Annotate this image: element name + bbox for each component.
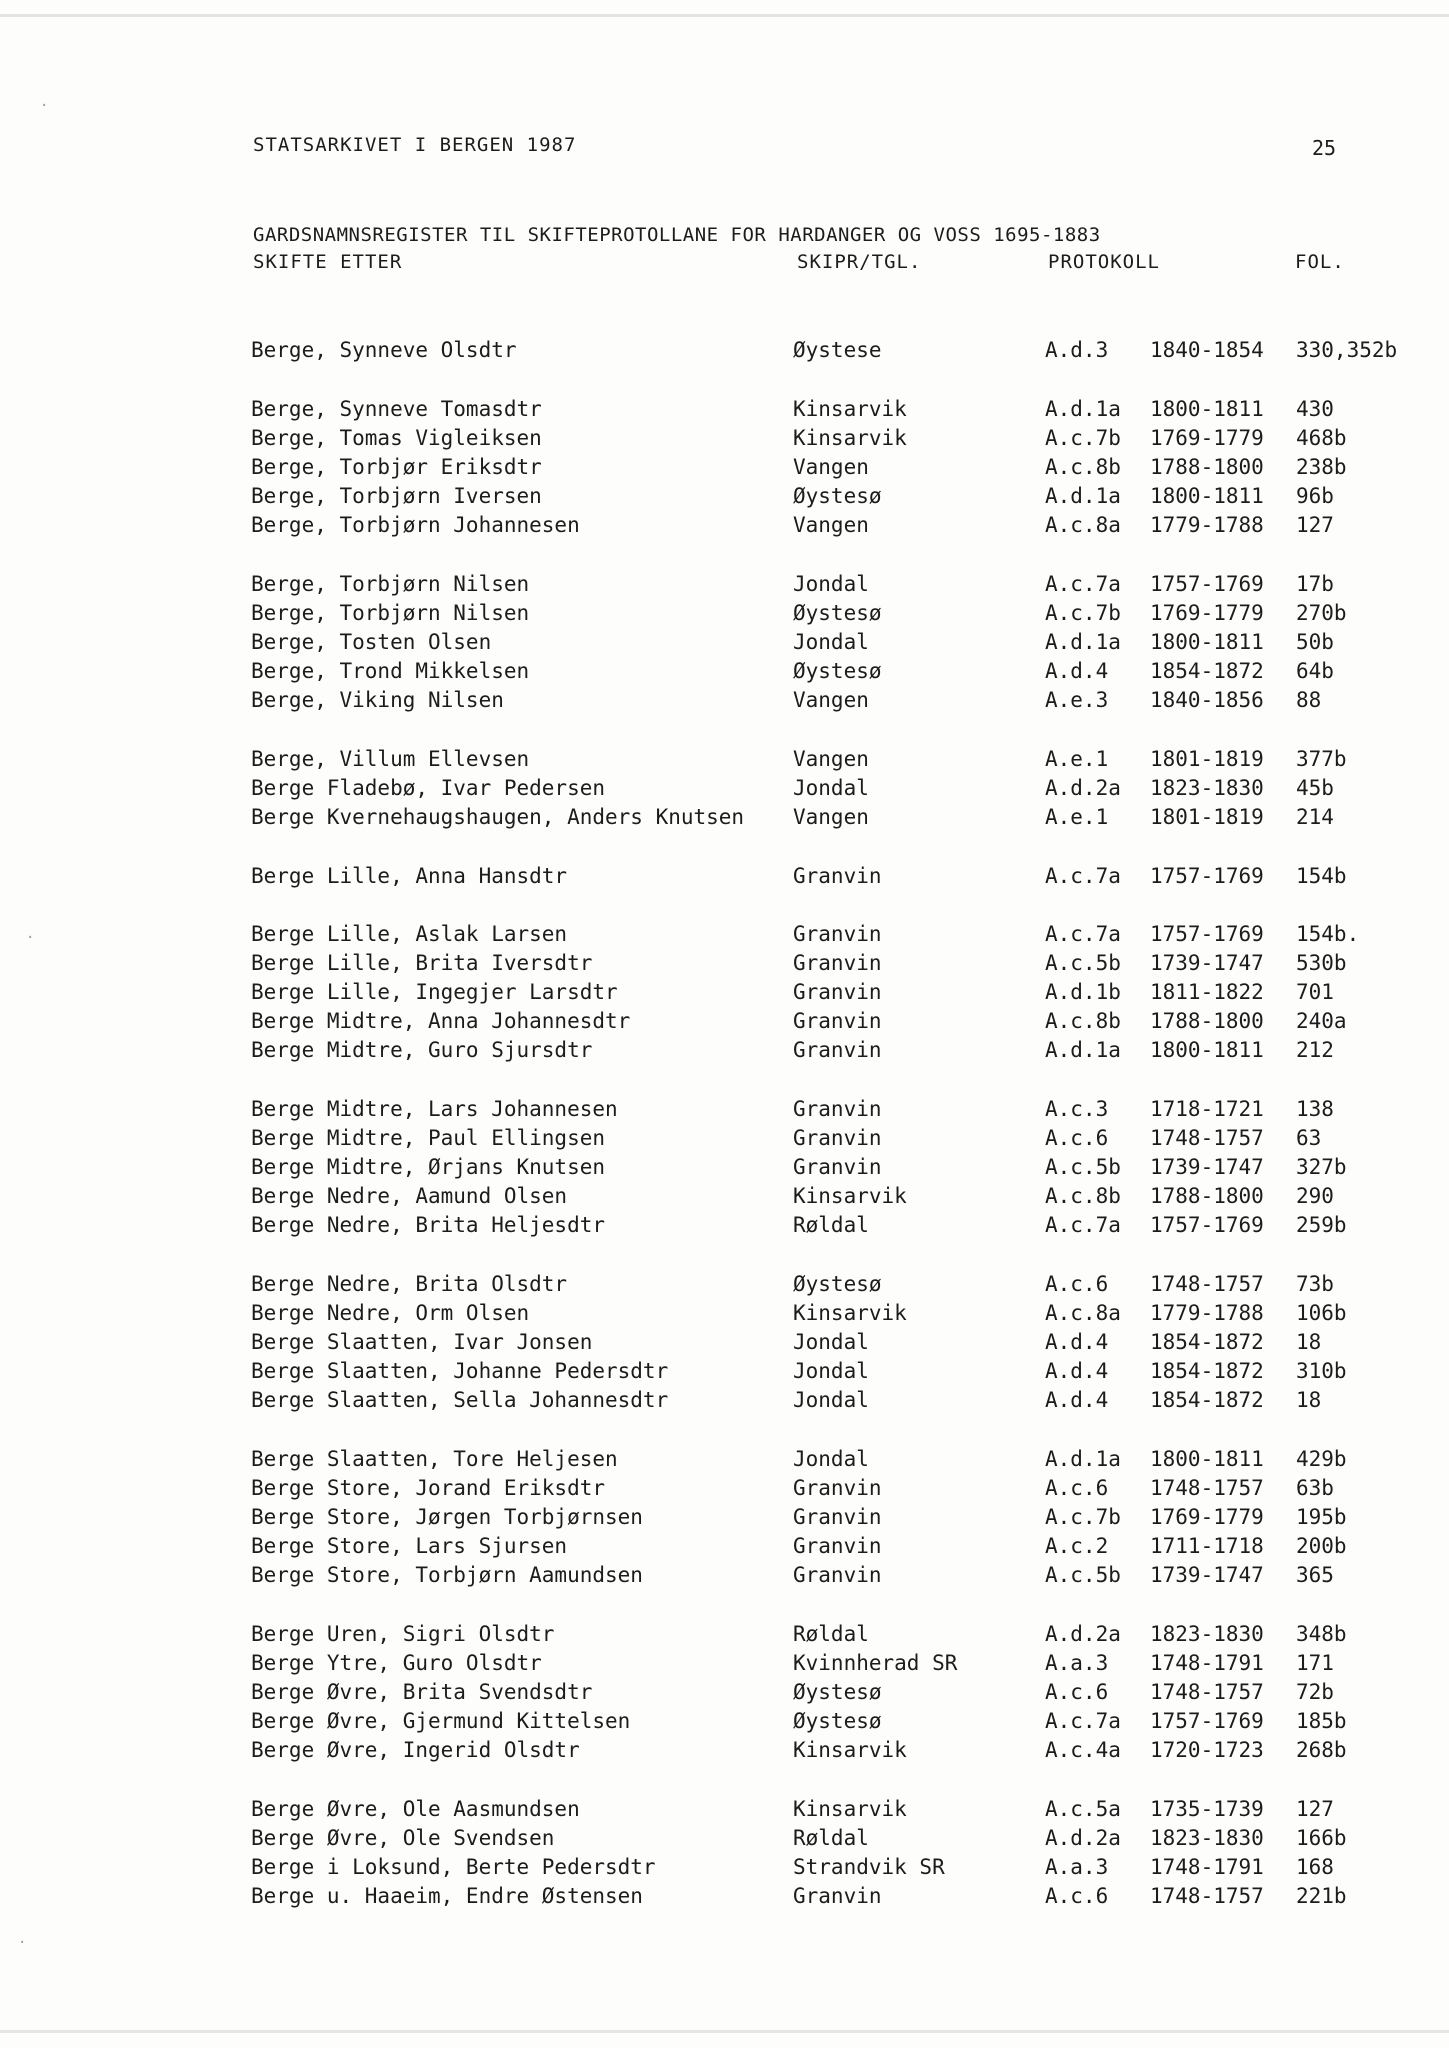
entry-years: 1748-1757 [1150, 1272, 1264, 1296]
entry-name: Berge Lille, Ingegjer Larsdtr [251, 980, 618, 1004]
entry-place: Vangen [793, 688, 869, 712]
entry-name: Berge u. Haaeim, Endre Østensen [251, 1884, 643, 1908]
entry-name: Berge, Tosten Olsen [251, 630, 492, 654]
scan-bottom-edge [0, 2030, 1449, 2033]
entry-place: Granvin [793, 1126, 882, 1150]
entry-series: A.d.3 [1045, 338, 1109, 362]
entry-place: Vangen [793, 747, 869, 771]
entry-name: Berge Store, Jørgen Torbjørnsen [251, 1505, 643, 1529]
entry-years: 1801-1819 [1150, 747, 1264, 771]
entry-name: Berge Slaatten, Johanne Pedersdtr [251, 1359, 669, 1383]
entry-name: Berge Store, Torbjørn Aamundsen [251, 1563, 643, 1587]
entry-years: 1811-1822 [1150, 980, 1264, 1004]
entry-years: 1800-1811 [1150, 1447, 1264, 1471]
entry-series: A.d.2a [1045, 776, 1121, 800]
entry-years: 1800-1811 [1150, 484, 1264, 508]
entry-place: Granvin [793, 1884, 882, 1908]
entry-folio: 63b [1296, 1476, 1334, 1500]
entry-years: 1739-1747 [1150, 1563, 1264, 1587]
entry-place: Granvin [793, 1563, 882, 1587]
entry-name: Berge Kvernehaugshaugen, Anders Knutsen [251, 805, 745, 829]
entry-place: Granvin [793, 1009, 882, 1033]
scan-speck: · [18, 1935, 27, 1951]
entry-folio: 430 [1296, 397, 1334, 421]
entry-name: Berge Nedre, Orm Olsen [251, 1301, 530, 1325]
entry-folio: 127 [1296, 513, 1334, 537]
entry-name: Berge Ytre, Guro Olsdtr [251, 1651, 542, 1675]
entry-place: Jondal [793, 572, 869, 596]
entry-years: 1823-1830 [1150, 776, 1264, 800]
entry-place: Kinsarvik [793, 1184, 907, 1208]
entry-place: Kinsarvik [793, 397, 907, 421]
entry-place: Øystese [793, 338, 882, 362]
entry-place: Granvin [793, 1505, 882, 1529]
entry-years: 1757-1769 [1150, 1213, 1264, 1237]
scan-speck: · [26, 930, 35, 946]
entry-folio: 468b [1296, 426, 1347, 450]
column-header-place: SKIPR/TGL. [797, 251, 922, 273]
entry-folio: 259b [1296, 1213, 1347, 1237]
entry-series: A.d.2a [1045, 1826, 1121, 1850]
entry-place: Kinsarvik [793, 1301, 907, 1325]
entry-folio: 63 [1296, 1126, 1322, 1150]
archive-header: STATSARKIVET I BERGEN 1987 [253, 134, 577, 156]
entry-name: Berge, Tomas Vigleiksen [251, 426, 542, 450]
entry-series: A.c.5a [1045, 1797, 1121, 1821]
entry-folio: 96b [1296, 484, 1334, 508]
entry-years: 1788-1800 [1150, 1184, 1264, 1208]
entry-folio: 238b [1296, 455, 1347, 479]
entry-years: 1748-1791 [1150, 1855, 1264, 1879]
entry-place: Jondal [793, 630, 869, 654]
entry-folio: 73b [1296, 1272, 1334, 1296]
entry-name: Berge Lille, Aslak Larsen [251, 922, 568, 946]
entry-name: Berge Slaatten, Tore Heljesen [251, 1447, 618, 1471]
entry-series: A.c.7b [1045, 426, 1121, 450]
entry-folio: 377b [1296, 747, 1347, 771]
entry-series: A.d.4 [1045, 1388, 1109, 1412]
entry-years: 1748-1791 [1150, 1651, 1264, 1675]
entry-place: Kinsarvik [793, 1797, 907, 1821]
entry-place: Røldal [793, 1826, 869, 1850]
entry-years: 1720-1723 [1150, 1738, 1264, 1762]
entry-place: Strandvik SR [793, 1855, 945, 1879]
entry-series: A.c.5b [1045, 1563, 1121, 1587]
entry-name: Berge Midtre, Paul Ellingsen [251, 1126, 606, 1150]
entry-folio: 429b [1296, 1447, 1347, 1471]
entry-series: A.d.4 [1045, 1359, 1109, 1383]
entry-place: Kvinnherad SR [793, 1651, 958, 1675]
entry-series: A.a.3 [1045, 1855, 1109, 1879]
entry-name: Berge, Viking Nilsen [251, 688, 504, 712]
entry-place: Granvin [793, 1476, 882, 1500]
entry-years: 1769-1779 [1150, 601, 1264, 625]
entry-name: Berge Lille, Brita Iversdtr [251, 951, 593, 975]
entry-name: Berge Lille, Anna Hansdtr [251, 864, 568, 888]
entry-folio: 200b [1296, 1534, 1347, 1558]
entry-years: 1735-1739 [1150, 1797, 1264, 1821]
entry-place: Granvin [793, 922, 882, 946]
entry-name: Berge Nedre, Brita Olsdtr [251, 1272, 568, 1296]
entry-folio: 50b [1296, 630, 1334, 654]
entry-folio: 18 [1296, 1388, 1322, 1412]
entry-place: Øystesø [793, 484, 882, 508]
entry-years: 1748-1757 [1150, 1680, 1264, 1704]
entry-series: A.c.8b [1045, 1184, 1121, 1208]
entry-name: Berge, Synneve Tomasdtr [251, 397, 542, 421]
page-number: 25 [1312, 136, 1337, 160]
entry-folio: 106b [1296, 1301, 1347, 1325]
entry-folio: 348b [1296, 1622, 1347, 1646]
entry-years: 1757-1769 [1150, 864, 1264, 888]
entry-series: A.c.8b [1045, 455, 1121, 479]
entry-folio: 45b [1296, 776, 1334, 800]
entry-folio: 185b [1296, 1709, 1347, 1733]
entry-place: Røldal [793, 1213, 869, 1237]
entry-years: 1757-1769 [1150, 572, 1264, 596]
entry-years: 1757-1769 [1150, 1709, 1264, 1733]
entry-series: A.c.6 [1045, 1680, 1109, 1704]
entry-series: A.c.7a [1045, 922, 1121, 946]
entry-name: Berge Nedre, Brita Heljesdtr [251, 1213, 606, 1237]
entry-place: Øystesø [793, 1709, 882, 1733]
entry-name: Berge Store, Lars Sjursen [251, 1534, 568, 1558]
entry-years: 1823-1830 [1150, 1622, 1264, 1646]
entry-years: 1800-1811 [1150, 397, 1264, 421]
entry-name: Berge, Torbjørn Johannesen [251, 513, 580, 537]
entry-folio: 327b [1296, 1155, 1347, 1179]
entry-place: Vangen [793, 455, 869, 479]
entry-years: 1800-1811 [1150, 1038, 1264, 1062]
entry-years: 1854-1872 [1150, 1359, 1264, 1383]
column-header-name: SKIFTE ETTER [253, 251, 403, 273]
entry-place: Jondal [793, 1330, 869, 1354]
entry-years: 1748-1757 [1150, 1126, 1264, 1150]
entry-place: Granvin [793, 951, 882, 975]
entry-series: A.c.7a [1045, 1709, 1121, 1733]
entry-folio: 701 [1296, 980, 1334, 1004]
entry-series: A.d.1a [1045, 397, 1121, 421]
entry-name: Berge, Torbjørn Nilsen [251, 572, 530, 596]
entry-place: Granvin [793, 1038, 882, 1062]
entry-series: A.d.1a [1045, 484, 1121, 508]
entry-place: Kinsarvik [793, 426, 907, 450]
entry-name: Berge Midtre, Guro Sjursdtr [251, 1038, 593, 1062]
entry-place: Vangen [793, 805, 869, 829]
entry-place: Jondal [793, 776, 869, 800]
entry-folio: 270b [1296, 601, 1347, 625]
entry-series: A.c.5b [1045, 951, 1121, 975]
entry-place: Granvin [793, 864, 882, 888]
entry-name: Berge Øvre, Ole Aasmundsen [251, 1797, 580, 1821]
entry-folio: 168 [1296, 1855, 1334, 1879]
entry-folio: 365 [1296, 1563, 1334, 1587]
entry-series: A.d.1a [1045, 1038, 1121, 1062]
entry-folio: 171 [1296, 1651, 1334, 1675]
entry-years: 1788-1800 [1150, 1009, 1264, 1033]
entry-name: Berge i Loksund, Berte Pedersdtr [251, 1855, 656, 1879]
entry-name: Berge Øvre, Ole Svendsen [251, 1826, 555, 1850]
entry-folio: 154b [1296, 864, 1347, 888]
entry-place: Granvin [793, 1097, 882, 1121]
entry-years: 1711-1718 [1150, 1534, 1264, 1558]
entry-name: Berge Nedre, Aamund Olsen [251, 1184, 568, 1208]
entry-years: 1800-1811 [1150, 630, 1264, 654]
entry-series: A.c.8a [1045, 1301, 1121, 1325]
entry-years: 1779-1788 [1150, 513, 1264, 537]
entry-place: Øystesø [793, 1680, 882, 1704]
register-title: GARDSNAMNSREGISTER TIL SKIFTEPROTOLLANE FOR HARDANGER OG VOSS 1695-1883 [253, 224, 1101, 246]
entry-place: Granvin [793, 980, 882, 1004]
entry-name: Berge Midtre, Anna Johannesdtr [251, 1009, 631, 1033]
entry-place: Jondal [793, 1447, 869, 1471]
entry-folio: 214 [1296, 805, 1334, 829]
entry-series: A.d.2a [1045, 1622, 1121, 1646]
entry-place: Granvin [793, 1534, 882, 1558]
entry-name: Berge, Torbjørn Nilsen [251, 601, 530, 625]
entry-folio: 240a [1296, 1009, 1347, 1033]
entry-series: A.c.8b [1045, 1009, 1121, 1033]
entry-folio: 88 [1296, 688, 1322, 712]
entry-years: 1748-1757 [1150, 1476, 1264, 1500]
entry-name: Berge, Trond Mikkelsen [251, 659, 530, 683]
entry-place: Kinsarvik [793, 1738, 907, 1762]
entry-years: 1788-1800 [1150, 455, 1264, 479]
entry-place: Jondal [793, 1359, 869, 1383]
entry-years: 1779-1788 [1150, 1301, 1264, 1325]
entry-place: Granvin [793, 1155, 882, 1179]
entry-years: 1718-1721 [1150, 1097, 1264, 1121]
entry-series: A.c.6 [1045, 1884, 1109, 1908]
entry-place: Vangen [793, 513, 869, 537]
entry-name: Berge, Villum Ellevsen [251, 747, 530, 771]
entry-years: 1739-1747 [1150, 1155, 1264, 1179]
entry-years: 1854-1872 [1150, 659, 1264, 683]
entry-series: A.e.1 [1045, 805, 1109, 829]
entry-series: A.d.1b [1045, 980, 1121, 1004]
entry-series: A.c.2 [1045, 1534, 1109, 1558]
entry-name: Berge Slaatten, Ivar Jonsen [251, 1330, 593, 1354]
entry-series: A.c.6 [1045, 1476, 1109, 1500]
entry-years: 1748-1757 [1150, 1884, 1264, 1908]
entry-series: A.c.6 [1045, 1272, 1109, 1296]
entry-folio: 310b [1296, 1359, 1347, 1383]
entry-years: 1840-1854 [1150, 338, 1264, 362]
entry-years: 1840-1856 [1150, 688, 1264, 712]
entry-place: Øystesø [793, 659, 882, 683]
entry-folio: 268b [1296, 1738, 1347, 1762]
entry-place: Røldal [793, 1622, 869, 1646]
entry-place: Øystesø [793, 1272, 882, 1296]
entry-series: A.d.1a [1045, 630, 1121, 654]
entry-folio: 127 [1296, 1797, 1334, 1821]
entry-years: 1769-1779 [1150, 1505, 1264, 1529]
entry-years: 1854-1872 [1150, 1330, 1264, 1354]
entry-series: A.c.7a [1045, 864, 1121, 888]
entry-series: A.a.3 [1045, 1651, 1109, 1675]
entry-series: A.d.1a [1045, 1447, 1121, 1471]
entry-name: Berge, Torbjørn Iversen [251, 484, 542, 508]
entry-folio: 290 [1296, 1184, 1334, 1208]
entry-folio: 72b [1296, 1680, 1334, 1704]
entry-name: Berge Øvre, Brita Svendsdtr [251, 1680, 593, 1704]
entry-series: A.c.3 [1045, 1097, 1109, 1121]
entry-years: 1801-1819 [1150, 805, 1264, 829]
entry-series: A.c.6 [1045, 1126, 1109, 1150]
scan-top-edge [0, 14, 1449, 17]
entry-years: 1854-1872 [1150, 1388, 1264, 1412]
entry-series: A.c.5b [1045, 1155, 1121, 1179]
entry-folio: 195b [1296, 1505, 1347, 1529]
entry-name: Berge Slaatten, Sella Johannesdtr [251, 1388, 669, 1412]
entry-series: A.c.8a [1045, 513, 1121, 537]
entry-series: A.d.4 [1045, 1330, 1109, 1354]
entry-name: Berge Midtre, Lars Johannesen [251, 1097, 618, 1121]
entry-series: A.c.7b [1045, 1505, 1121, 1529]
entry-folio: 212 [1296, 1038, 1334, 1062]
entry-folio: 154b. [1296, 922, 1360, 946]
entry-years: 1823-1830 [1150, 1826, 1264, 1850]
entry-series: A.d.4 [1045, 659, 1109, 683]
entry-folio: 221b [1296, 1884, 1347, 1908]
entry-years: 1769-1779 [1150, 426, 1264, 450]
column-header-folio: FOL. [1295, 251, 1345, 273]
entry-name: Berge Midtre, Ørjans Knutsen [251, 1155, 606, 1179]
entry-years: 1739-1747 [1150, 951, 1264, 975]
entry-name: Berge Uren, Sigri Olsdtr [251, 1622, 555, 1646]
entry-name: Berge Øvre, Gjermund Kittelsen [251, 1709, 631, 1733]
scan-speck: · [40, 98, 49, 114]
column-header-protocol: PROTOKOLL [1048, 251, 1160, 273]
entry-series: A.c.7a [1045, 1213, 1121, 1237]
entry-folio: 530b [1296, 951, 1347, 975]
entry-name: Berge, Synneve Olsdtr [251, 338, 517, 362]
entry-name: Berge, Torbjør Eriksdtr [251, 455, 542, 479]
entry-series: A.e.3 [1045, 688, 1109, 712]
entry-series: A.e.1 [1045, 747, 1109, 771]
entry-name: Berge Øvre, Ingerid Olsdtr [251, 1738, 580, 1762]
entry-name: Berge Fladebø, Ivar Pedersen [251, 776, 606, 800]
entry-folio: 330,352b [1296, 338, 1398, 362]
entry-place: Jondal [793, 1388, 869, 1412]
entry-folio: 64b [1296, 659, 1334, 683]
entry-folio: 17b [1296, 572, 1334, 596]
entry-series: A.c.7b [1045, 601, 1121, 625]
entry-series: A.c.7a [1045, 572, 1121, 596]
entry-folio: 166b [1296, 1826, 1347, 1850]
entry-folio: 138 [1296, 1097, 1334, 1121]
entry-place: Øystesø [793, 601, 882, 625]
entry-series: A.c.4a [1045, 1738, 1121, 1762]
entry-years: 1757-1769 [1150, 922, 1264, 946]
entry-folio: 18 [1296, 1330, 1322, 1354]
entry-name: Berge Store, Jorand Eriksdtr [251, 1476, 606, 1500]
